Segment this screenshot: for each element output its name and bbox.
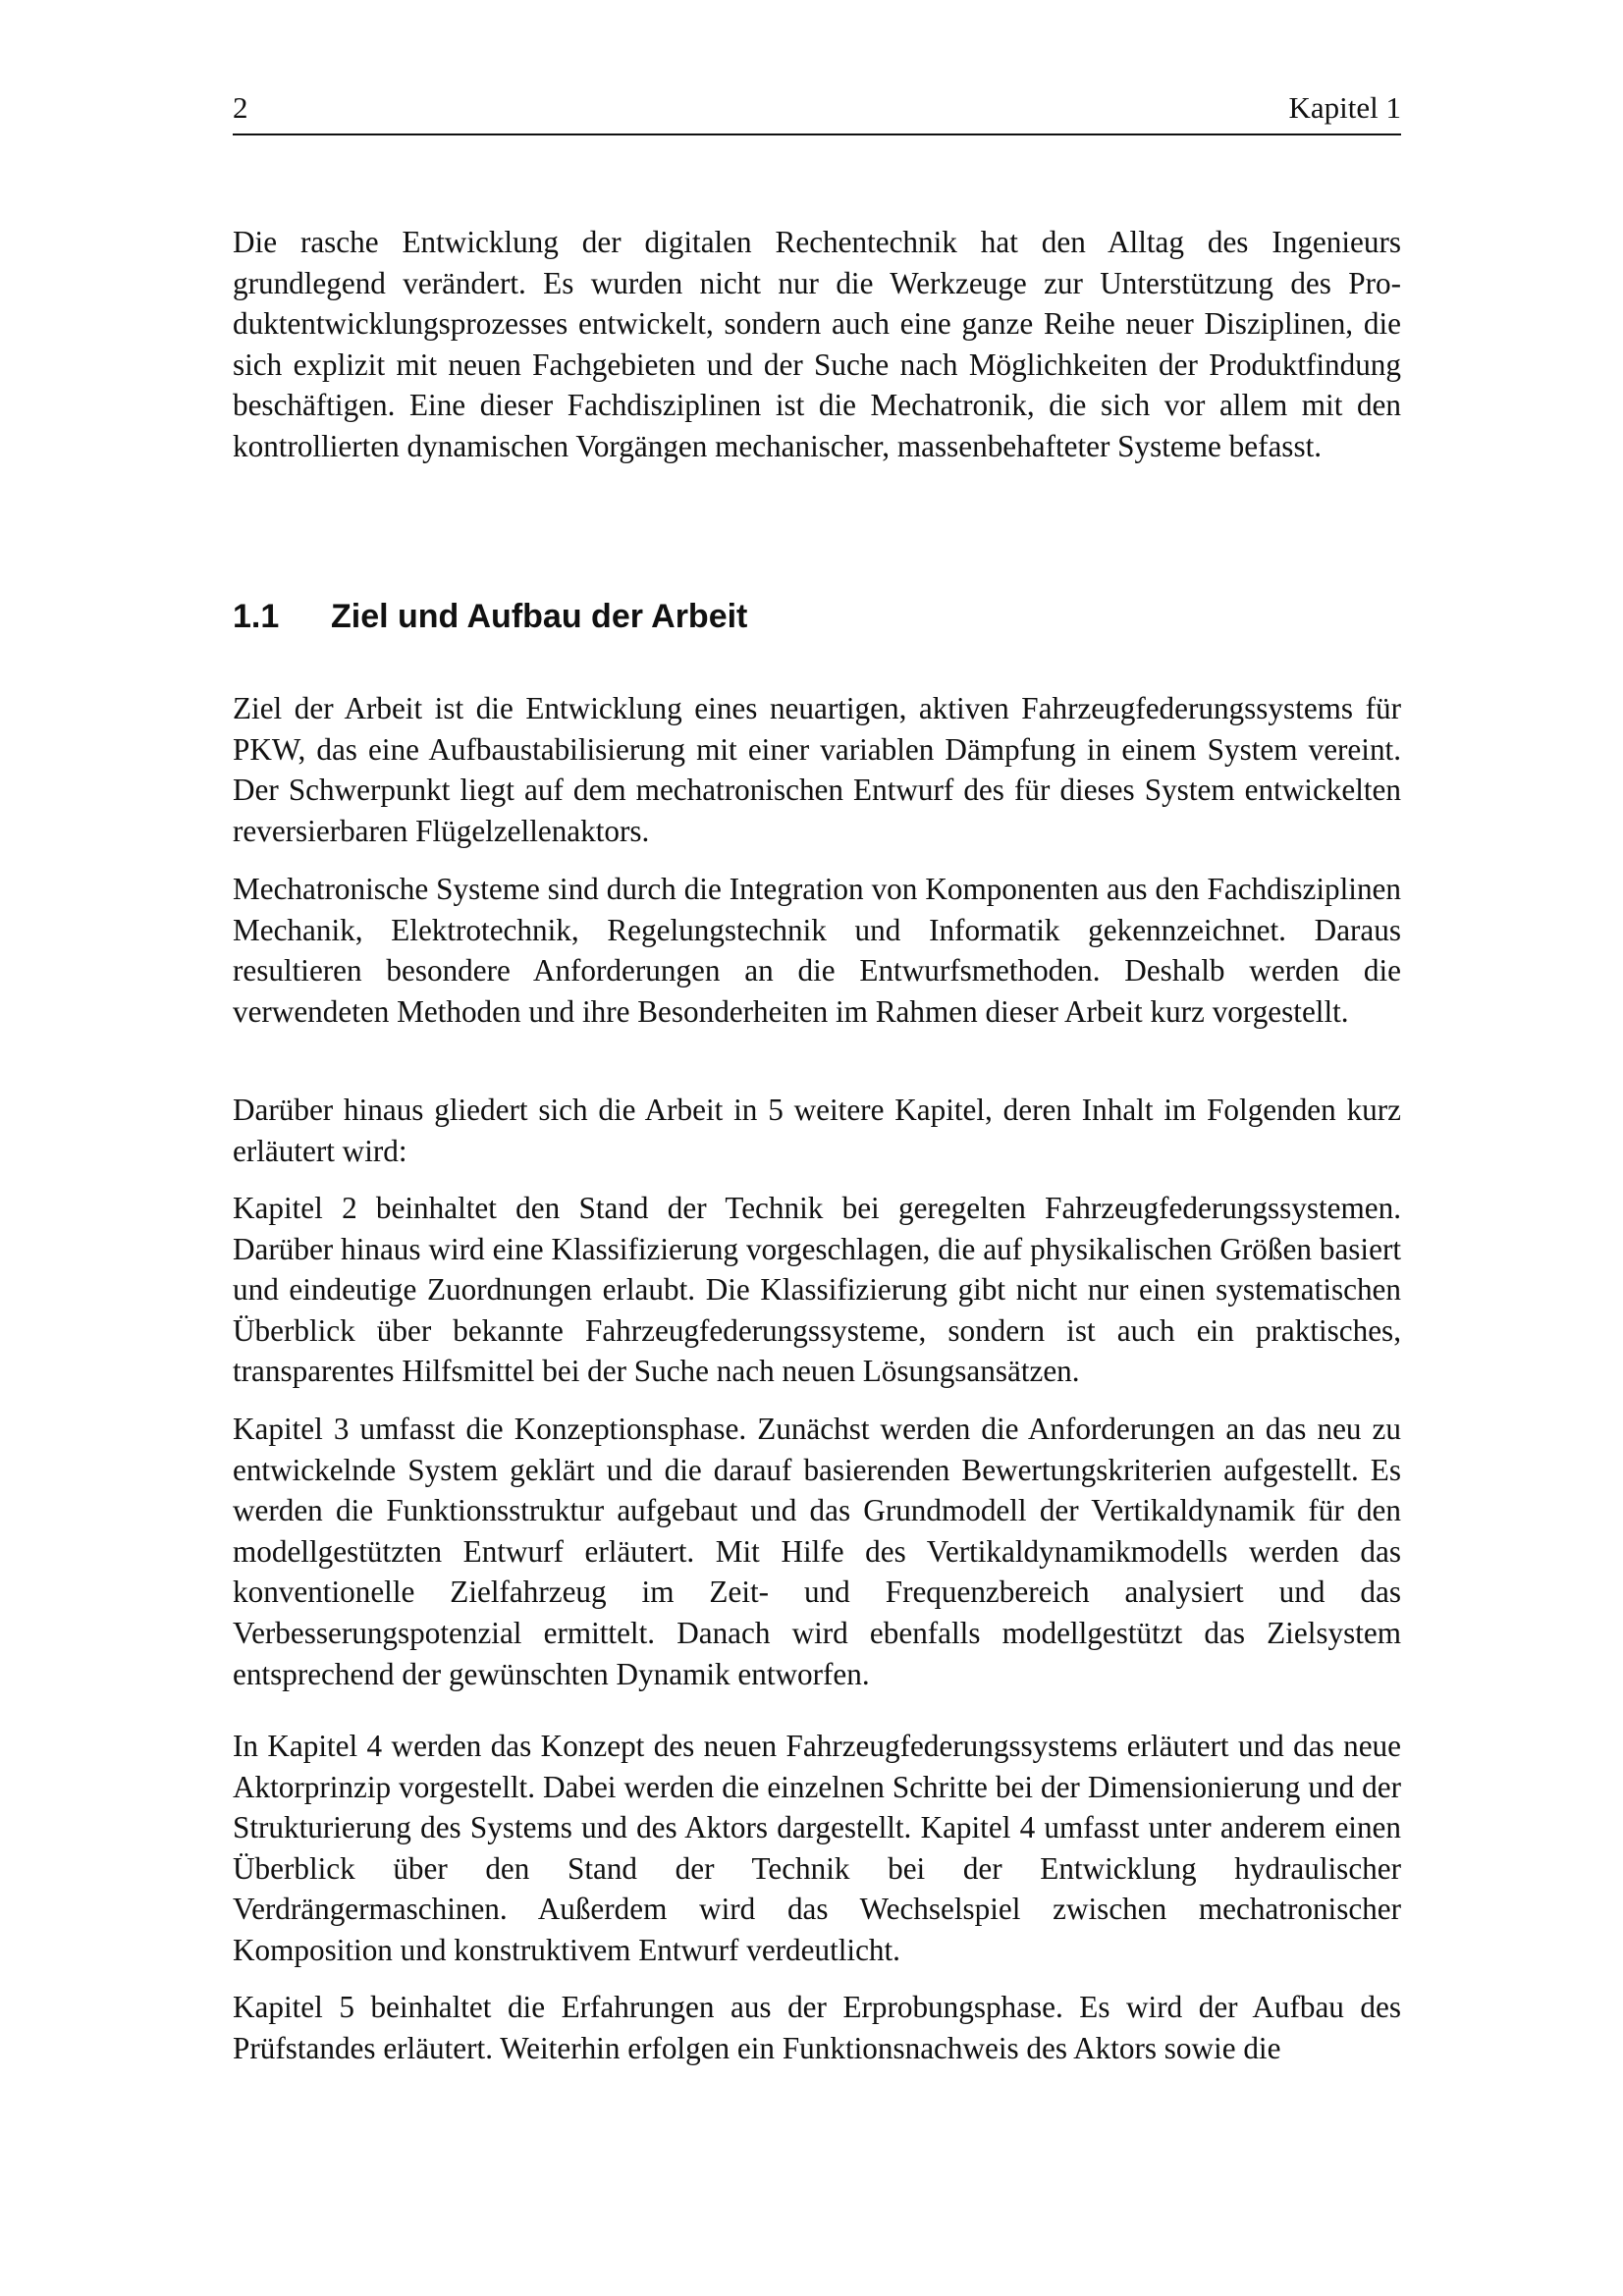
paragraph-goal: Ziel der Arbeit ist die Entwicklung eines neuartigen, aktiven Fahrzeugfederungssystems für PKW, das eine Aufbaustabilisierung mit einer variablen Dämpfung in einem System vereint. Der Schwerpunkt liegt auf dem mechatronischen Entwurf des für dieses System entwickelten reversierbaren Flügelzellenaktors. bbox=[233, 691, 1401, 848]
chapter-label: Kapitel 1 bbox=[1288, 90, 1401, 125]
page-number: 2 bbox=[233, 90, 248, 125]
paragraph-structure-overview: Darüber hinaus gliedert sich die Arbeit in 5 weitere Kapitel, deren Inhalt im Folgenden kurz erläutert wird: bbox=[233, 1093, 1401, 1168]
paragraph-mechatronic-systems: Mechatronische Systeme sind durch die Integration von Komponenten aus den Fachdisziplinen Mechanik, Elektrotechnik, Regelungstechnik und Informatik gekennzeichnet. Daraus resultieren besondere Anforderungen an die Entwurfsmethoden. Deshalb werden die verwendeten Methoden und ihre Besonderheiten im Rahmen dieser Arbeit kurz vorgestellt. bbox=[233, 872, 1401, 1029]
paragraph-chapter-5: Kapitel 5 beinhaltet die Erfahrungen aus der Erprobungsphase. Es wird der Aufbau des Prüfstandes erläutert. Weiterhin erfolgen ein Funktionsnachweis des Aktors sowie die bbox=[233, 1990, 1401, 2065]
running-header bbox=[233, 88, 1401, 135]
paragraph-chapter-2: Kapitel 2 beinhaltet den Stand der Technik bei geregelten Fahrzeugfederungssystemen. Darüber hinaus wird eine Klassifizierung vorgeschlagen, die auf physikalischen Größen basiert und eindeutige Zuordnungen erlaubt. Die Klassifizierung gibt nicht nur einen systematischen Überblick über bekannte Fahrzeugfederungssysteme, sondern ist auch ein praktisches, transparentes Hilfsmittel bei der Suche nach neuen Lösungsansätzen. bbox=[233, 1191, 1401, 1389]
paragraph-chapter-3: Kapitel 3 umfasst die Konzeptionsphase. Zunächst werden die Anforderungen an das neu zu entwickelnde System geklärt und die darauf basierenden Bewertungskriterien aufgestellt. Es werden die Funktionsstruktur aufgebaut und das Grundmodell der Vertikaldynamik für den modellgestützten Entwurf erläutert. Mit Hilfe des Vertikaldynamikmodells werden das konventionelle Zielfahrzeug im Zeit- und Frequenzbereich analysiert und das Verbesserungspotenzial ermittelt. Danach wird ebenfalls modellgestützt das Zielsystem entsprechend der gewünschten Dynamik entworfen. bbox=[233, 1412, 1401, 1691]
intro-paragraph: Die rasche Entwicklung der digitalen Rechentechnik hat den Alltag des Ingenieurs grundlegend verändert. Es wurden nicht nur die Werkzeuge zur Unterstützung des Produktentwicklungsprozesses entwickelt, sondern auch eine ganze Reihe neuer Disziplinen, die sich explizit mit neuen Fachgebieten und der Suche nach Möglichkeiten der Produktfindung beschäftigen. Eine dieser Fachdisziplinen ist die Mechatronik, die sich vor allem mit den kontrollierten dynamischen Vorgängen mechanischer, massenbehafteter Systeme befasst. bbox=[233, 225, 1401, 463]
section-number: 1.1 bbox=[233, 598, 280, 635]
section-title: Ziel und Aufbau der Arbeit bbox=[331, 598, 748, 635]
paragraph-chapter-4: In Kapitel 4 werden das Konzept des neuen Fahrzeugfederungssystems erläutert und das neue Aktorprinzip vorgestellt. Dabei werden die einzelnen Schritte bei der Dimensionierung und der Strukturierung des Systems und des Aktors dargestellt. Kapitel 4 umfasst unter anderem einen Überblick über den Stand der Technik bei der Entwicklung hydraulischer Verdrängermaschinen. Außerdem wird das Wechselspiel zwischen mechatronischer Komposition und konstruktivem Entwurf verdeutlicht. bbox=[233, 1729, 1401, 1967]
section-heading bbox=[233, 595, 1401, 638]
